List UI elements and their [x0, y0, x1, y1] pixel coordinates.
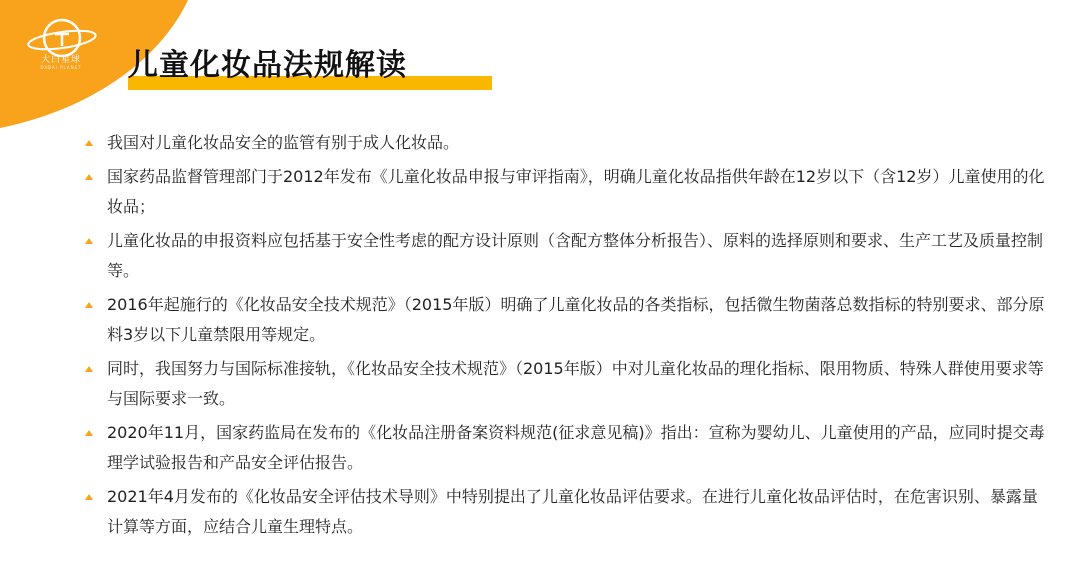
bullet-icon [84, 173, 94, 181]
list-item-text: 儿童化妆品的申报资料应包括基于安全性考虑的配方设计原则（含配方整体分析报告）、原料的选择原则和要求、生产工艺及质量控制等。 [107, 231, 1044, 280]
logo-name: 大白星球 [40, 55, 81, 65]
list-item [82, 354, 1052, 414]
list-item-text: 我国对儿童化妆品安全的监管有别于成人化妆品。 [107, 133, 460, 152]
list-item-text: 2021年4月发布的《化妆品安全评估技术导则》中特别提出了儿童化妆品评估要求。在进行儿童化妆品评估时，在危害识别、暴露量计算等方面，应结合儿童生理特点。 [107, 487, 1038, 536]
bullet-icon [84, 493, 94, 501]
list-item [82, 482, 1052, 542]
list-item-text: 2016年起施行的《化妆品安全技术规范》（2015年版）明确了儿童化妆品的各类指标，包括微生物菌落总数指标的特别要求、部分原料3岁以下儿童禁限用等规定。 [107, 295, 1045, 344]
list-item [82, 418, 1052, 478]
bullet-icon [84, 301, 94, 309]
title-block [128, 46, 407, 92]
logo-sub: DABAI PLANET [40, 65, 82, 70]
list-item-text: 同时，我国努力与国际标准接轨，《化妆品安全技术规范》（2015年版）中对儿童化妆品的理化指标、限用物质、特殊人群使用要求等与国际要求一致。 [107, 359, 1044, 408]
list-item [82, 128, 1052, 158]
list-item-text: 2020年11月，国家药监局在发布的《化妆品注册备案资料规范(征求意见稿)》指出：宣称为婴幼儿、儿童使用的产品，应同时提交毒理学试验报告和产品安全评估报告。 [107, 423, 1045, 472]
bullet-icon [84, 237, 94, 245]
list-item-text: 国家药品监督管理部门于2012年发布《儿童化妆品申报与审评指南》，明确儿童化妆品指供年龄在12岁以下（含12岁）儿童使用的化妆品； [107, 167, 1045, 216]
bullet-icon [84, 429, 94, 437]
page-title: 儿童化妆品法规解读 [128, 48, 407, 83]
bullet-icon [84, 139, 94, 147]
list-item [82, 290, 1052, 350]
bullet-icon [84, 365, 94, 373]
list-item [82, 162, 1052, 222]
bullet-list [82, 128, 1052, 546]
list-item [82, 226, 1052, 286]
